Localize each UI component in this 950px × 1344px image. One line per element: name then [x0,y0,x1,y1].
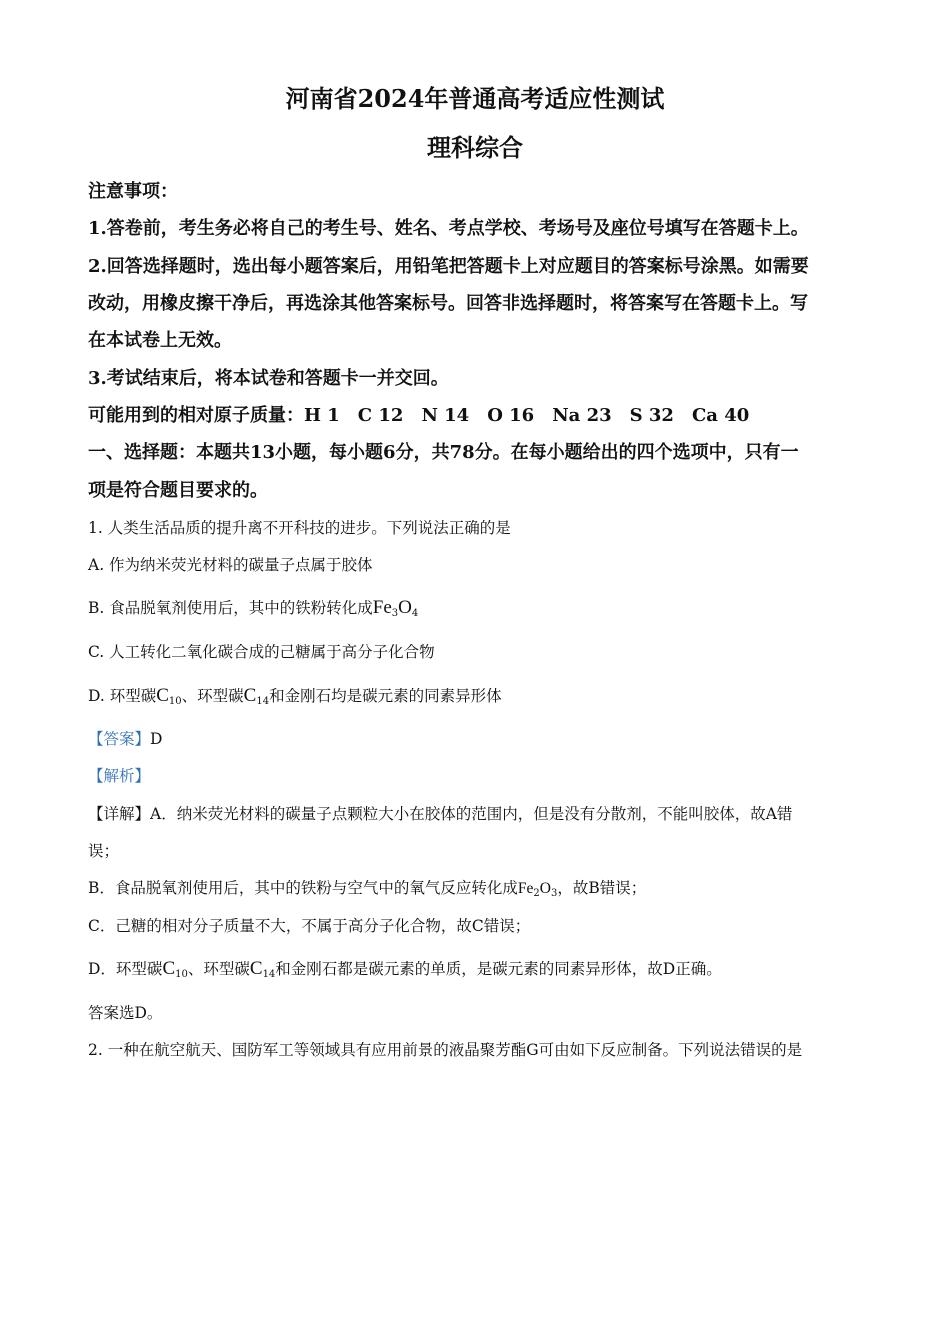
question-1-option-a: A. 作为纳米荧光材料的碳量子点属于胶体 [88,556,373,574]
subscript: 3 [550,888,558,899]
subscript: 2 [533,888,540,899]
formula-c: C [162,958,176,979]
subscript: 4 [411,608,419,619]
subscript: 10 [175,969,188,980]
formula-c: C [156,685,169,706]
detail-d [88,957,722,981]
formula-c: C [243,685,257,706]
answer-conclusion: 答案选D。 [88,1004,163,1022]
notice-item-2-line-1: 2.回答选择题时，选出每小题答案后，用铅笔把答题卡上对应题目的答案标号涂黑。如需要 [88,256,809,277]
option-d-text-end: 和金刚石均是碳元素的同素异形体 [269,687,502,705]
formula-o: O [398,597,412,618]
answer-line [88,727,162,751]
formula-c: C [249,958,263,979]
question-1-stem: 1. 人类生活品质的提升离不开科技的进步。下列说法正确的是 [88,519,511,537]
detail-d-text: D．环型碳 [88,960,163,978]
detail-d-text-mid: 、环型碳 [187,960,250,978]
option-d-text-mid: 、环型碳 [181,687,244,705]
option-d-text: D. 环型碳 [88,687,157,705]
subscript: 14 [256,696,270,707]
question-1-option-c: C. 人工转化二氧化碳合成的己糖属于高分子化合物 [88,643,435,661]
detail-a-line-1: 【详解】A．纳米荧光材料的碳量子点颗粒大小在胶体的范围内，但是没有分散剂，不能叫胶体，故A错 [88,805,793,823]
formula-fe: Fe [372,597,392,618]
question-1-option-b [88,596,418,620]
subscript: 10 [168,696,182,707]
detail-d-text-end: 和金刚石都是碳元素的单质，是碳元素的同素异形体，故D正确。 [275,960,722,978]
analysis-label: 【解析】 [88,767,151,785]
detail-b-text-end: ，故B错误； [557,879,647,897]
option-b-text: B. 食品脱氧剂使用后，其中的铁粉转化成 [88,599,373,617]
notice-item-2-line-2: 改动，用橡皮擦干净后，再选涂其他答案标号。回答非选择题时，将答案写在答题卡上。写 [88,293,808,314]
subscript: 14 [262,969,276,980]
notice-item-1: 1.答卷前，考生务必将自己的考生号、姓名、考点学校、考场号及座位号填写在答题卡上。 [88,218,809,239]
notice-heading: 注意事项： [88,181,178,202]
subscript: 3 [391,608,399,619]
section-heading-line-2: 项是符合题目要求的。 [88,480,268,501]
question-1-option-d [88,684,502,708]
exam-subtitle: 理科综合 [427,133,523,162]
detail-c: C．己糖的相对分子质量不大，不属于高分子化合物，故C错误； [88,917,531,935]
question-2-stem: 2. 一种在航空航天、国防军工等领域具有应用前景的液晶聚芳酯G可由如下反应制备。下列说法错误的是 [88,1041,803,1059]
notice-item-3: 3.考试结束后，将本试卷和答题卡一并交回。 [88,368,449,389]
detail-b-text: B．食品脱氧剂使用后，其中的铁粉与空气中的氧气反应转化成 [88,879,518,897]
detail-b [88,876,646,901]
section-heading-line-1: 一、选择题：本题共13小题，每小题6分，共78分。在每小题给出的四个选项中，只有一 [88,442,799,463]
detail-a-line-2: 误； [88,842,120,860]
atomic-masses: 可能用到的相对原子质量：H 1 C 12 N 14 O 16 Na 23 S 32 Ca 40 [88,405,750,426]
notice-item-2-line-3: 在本试卷上无效。 [88,330,232,351]
answer-value: D [150,730,163,748]
answer-label: 【答案】 [88,730,151,748]
formula-o: O [539,880,551,897]
exam-title: 河南省2024年普通高考适应性测试 [285,84,665,113]
formula-fe: Fe [517,880,534,897]
